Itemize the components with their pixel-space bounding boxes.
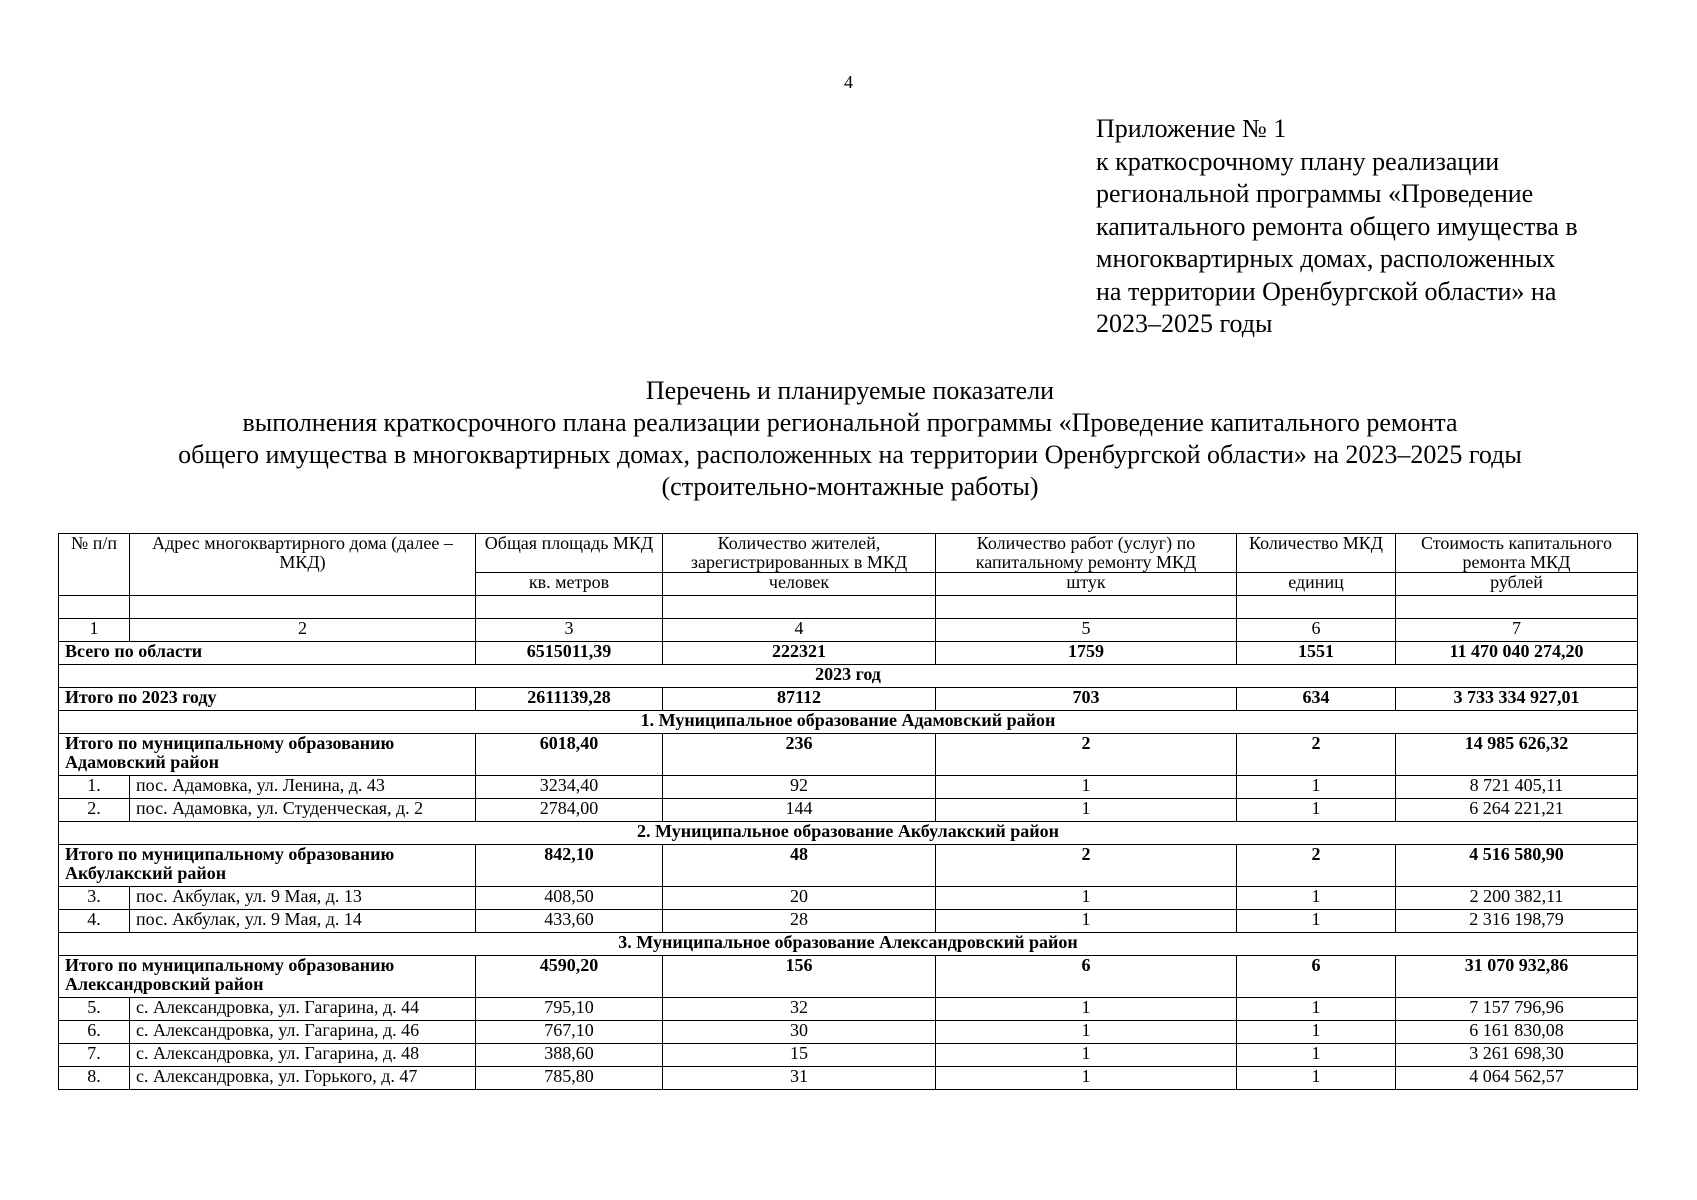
column-number: 4 — [663, 619, 936, 642]
table-row — [59, 887, 1638, 910]
row-area: 2784,00 — [476, 799, 663, 822]
row-num: 6. — [59, 1021, 130, 1044]
subtotal-residents: 48 — [663, 845, 936, 887]
row-address: с. Александровка, ул. Горького, д. 47 — [130, 1067, 476, 1090]
row-area: 767,10 — [476, 1021, 663, 1044]
header-num: № п/п — [59, 534, 130, 596]
subtotal-area: 6018,40 — [476, 734, 663, 776]
total-region-mkd-count: 1551 — [1237, 642, 1396, 665]
row-residents: 144 — [663, 799, 936, 822]
appendix-line: капитального ремонта общего имущества в — [1096, 211, 1578, 241]
unit-cost: рублей — [1396, 573, 1638, 596]
row-address: пос. Акбулак, ул. 9 Мая, д. 13 — [130, 887, 476, 910]
total-year-works: 703 — [936, 688, 1237, 711]
header-mkd-count: Количество МКД — [1237, 534, 1396, 573]
row-residents: 20 — [663, 887, 936, 910]
subtotal-row — [59, 956, 1638, 998]
year-label: 2023 год — [59, 665, 1638, 688]
year-row — [59, 665, 1638, 688]
header-area: Общая площадь МКД — [476, 534, 663, 573]
subtotal-cost: 4 516 580,90 — [1396, 845, 1638, 887]
row-mkd-count: 1 — [1237, 799, 1396, 822]
row-cost: 6 161 830,08 — [1396, 1021, 1638, 1044]
row-mkd-count: 1 — [1237, 998, 1396, 1021]
document-title — [60, 375, 1640, 503]
section-title: 2. Муниципальное образование Акбулакский район — [59, 822, 1638, 845]
row-num: 4. — [59, 910, 130, 933]
column-number: 6 — [1237, 619, 1396, 642]
total-year-area: 2611139,28 — [476, 688, 663, 711]
row-residents: 30 — [663, 1021, 936, 1044]
appendix-line: к краткосрочному плану реализации — [1096, 146, 1500, 176]
row-cost: 7 157 796,96 — [1396, 998, 1638, 1021]
section-title-row — [59, 933, 1638, 956]
appendix-line: многоквартирных домах, расположенных — [1096, 244, 1556, 273]
header-gap — [59, 596, 1638, 619]
table-row — [59, 998, 1638, 1021]
table-row — [59, 1044, 1638, 1067]
row-cost: 6 264 221,21 — [1396, 799, 1638, 822]
subtotal-mkd-count: 2 — [1237, 845, 1396, 887]
subtotal-mkd-count: 2 — [1237, 734, 1396, 776]
subtotal-row — [59, 845, 1638, 887]
row-residents: 32 — [663, 998, 936, 1021]
total-region-residents: 222321 — [663, 642, 936, 665]
row-address: с. Александровка, ул. Гагарина, д. 44 — [130, 998, 476, 1021]
row-area: 408,50 — [476, 887, 663, 910]
header-cost: Стоимость капитального ремонта МКД — [1396, 534, 1638, 573]
row-residents: 28 — [663, 910, 936, 933]
row-works: 1 — [936, 776, 1237, 799]
header-works: Количество работ (услуг) по капитальному ремонту МКД — [936, 534, 1237, 573]
row-address: с. Александровка, ул. Гагарина, д. 46 — [130, 1021, 476, 1044]
unit-residents: человек — [663, 573, 936, 596]
row-works: 1 — [936, 910, 1237, 933]
total-year-residents: 87112 — [663, 688, 936, 711]
section-title: 1. Муниципальное образование Адамовский район — [59, 711, 1638, 734]
row-mkd-count: 1 — [1237, 910, 1396, 933]
row-area: 795,10 — [476, 998, 663, 1021]
row-works: 1 — [936, 887, 1237, 910]
title-line: (строительно-монтажные работы) — [661, 472, 1039, 501]
total-year-row — [59, 688, 1638, 711]
total-region-row — [59, 642, 1638, 665]
subtotal-cost: 31 070 932,86 — [1396, 956, 1638, 998]
register-table — [58, 533, 1638, 1090]
subtotal-label: Итого по муниципальному образованию Акбулакский район — [59, 845, 476, 887]
subtotal-works: 2 — [936, 845, 1237, 887]
table-row — [59, 1067, 1638, 1090]
title-line: общего имущества в многоквартирных домах, расположенных на территории Оренбургской области» на 2023–2025 годы — [178, 440, 1522, 469]
row-num: 7. — [59, 1044, 130, 1067]
row-cost: 8 721 405,11 — [1396, 776, 1638, 799]
row-address: пос. Акбулак, ул. 9 Мая, д. 14 — [130, 910, 476, 933]
column-number: 2 — [130, 619, 476, 642]
total-year-mkd-count: 634 — [1237, 688, 1396, 711]
row-area: 785,80 — [476, 1067, 663, 1090]
subtotal-mkd-count: 6 — [1237, 956, 1396, 998]
column-number: 7 — [1396, 619, 1638, 642]
table-row — [59, 1021, 1638, 1044]
table-row — [59, 776, 1638, 799]
row-residents: 92 — [663, 776, 936, 799]
title-line: выполнения краткосрочного плана реализации региональной программы «Проведение капитального ремонта — [242, 408, 1458, 437]
column-number: 5 — [936, 619, 1237, 642]
header-residents: Количество жителей, зарегистрированных в МКД — [663, 534, 936, 573]
appendix-line: региональной программы «Проведение — [1096, 179, 1534, 208]
appendix-line: 2023–2025 годы — [1096, 309, 1273, 338]
column-number-row — [59, 619, 1638, 642]
subtotal-area: 4590,20 — [476, 956, 663, 998]
section-title: 3. Муниципальное образование Александровский район — [59, 933, 1638, 956]
row-residents: 15 — [663, 1044, 936, 1067]
section-title-row — [59, 822, 1638, 845]
row-mkd-count: 1 — [1237, 1044, 1396, 1067]
subtotal-works: 6 — [936, 956, 1237, 998]
row-mkd-count: 1 — [1237, 887, 1396, 910]
row-area: 433,60 — [476, 910, 663, 933]
title-line: Перечень и планируемые показатели — [645, 376, 1055, 405]
total-region-label: Всего по области — [59, 642, 476, 665]
subtotal-area: 842,10 — [476, 845, 663, 887]
page-number: 4 — [844, 72, 853, 92]
table-header-row — [59, 534, 1638, 573]
subtotal-residents: 156 — [663, 956, 936, 998]
row-address: пос. Адамовка, ул. Ленина, д. 43 — [130, 776, 476, 799]
row-cost: 2 316 198,79 — [1396, 910, 1638, 933]
appendix-line: Приложение № 1 — [1096, 114, 1287, 143]
appendix-block — [1096, 113, 1676, 341]
row-mkd-count: 1 — [1237, 1067, 1396, 1090]
row-num: 5. — [59, 998, 130, 1021]
row-area: 3234,40 — [476, 776, 663, 799]
total-year-cost: 3 733 334 927,01 — [1396, 688, 1638, 711]
row-mkd-count: 1 — [1237, 1021, 1396, 1044]
row-residents: 31 — [663, 1067, 936, 1090]
appendix-line: на территории Оренбургской области» на — [1096, 276, 1557, 306]
total-year-label: Итого по 2023 году — [59, 688, 476, 711]
table-row — [59, 910, 1638, 933]
subtotal-works: 2 — [936, 734, 1237, 776]
subtotal-label: Итого по муниципальному образованию Александровский район — [59, 956, 476, 998]
row-address: с. Александровка, ул. Гагарина, д. 48 — [130, 1044, 476, 1067]
row-mkd-count: 1 — [1237, 776, 1396, 799]
subtotal-residents: 236 — [663, 734, 936, 776]
unit-works: штук — [936, 573, 1237, 596]
subtotal-row — [59, 734, 1638, 776]
row-cost: 4 064 562,57 — [1396, 1067, 1638, 1090]
row-num: 3. — [59, 887, 130, 910]
total-region-cost: 11 470 040 274,20 — [1396, 642, 1638, 665]
row-num: 2. — [59, 799, 130, 822]
header-address: Адрес многоквартирного дома (далее – МКД) — [130, 534, 476, 596]
row-num: 1. — [59, 776, 130, 799]
row-works: 1 — [936, 1067, 1237, 1090]
table-row — [59, 799, 1638, 822]
total-region-area: 6515011,39 — [476, 642, 663, 665]
row-works: 1 — [936, 998, 1237, 1021]
row-address: пос. Адамовка, ул. Студенческая, д. 2 — [130, 799, 476, 822]
section-title-row — [59, 711, 1638, 734]
column-number: 1 — [59, 619, 130, 642]
subtotal-label: Итого по муниципальному образованию Адамовский район — [59, 734, 476, 776]
row-area: 388,60 — [476, 1044, 663, 1067]
unit-mkd-count: единиц — [1237, 573, 1396, 596]
total-region-works: 1759 — [936, 642, 1237, 665]
row-cost: 2 200 382,11 — [1396, 887, 1638, 910]
row-works: 1 — [936, 799, 1237, 822]
row-num: 8. — [59, 1067, 130, 1090]
row-works: 1 — [936, 1021, 1237, 1044]
row-works: 1 — [936, 1044, 1237, 1067]
subtotal-cost: 14 985 626,32 — [1396, 734, 1638, 776]
row-cost: 3 261 698,30 — [1396, 1044, 1638, 1067]
column-number: 3 — [476, 619, 663, 642]
unit-area: кв. метров — [476, 573, 663, 596]
